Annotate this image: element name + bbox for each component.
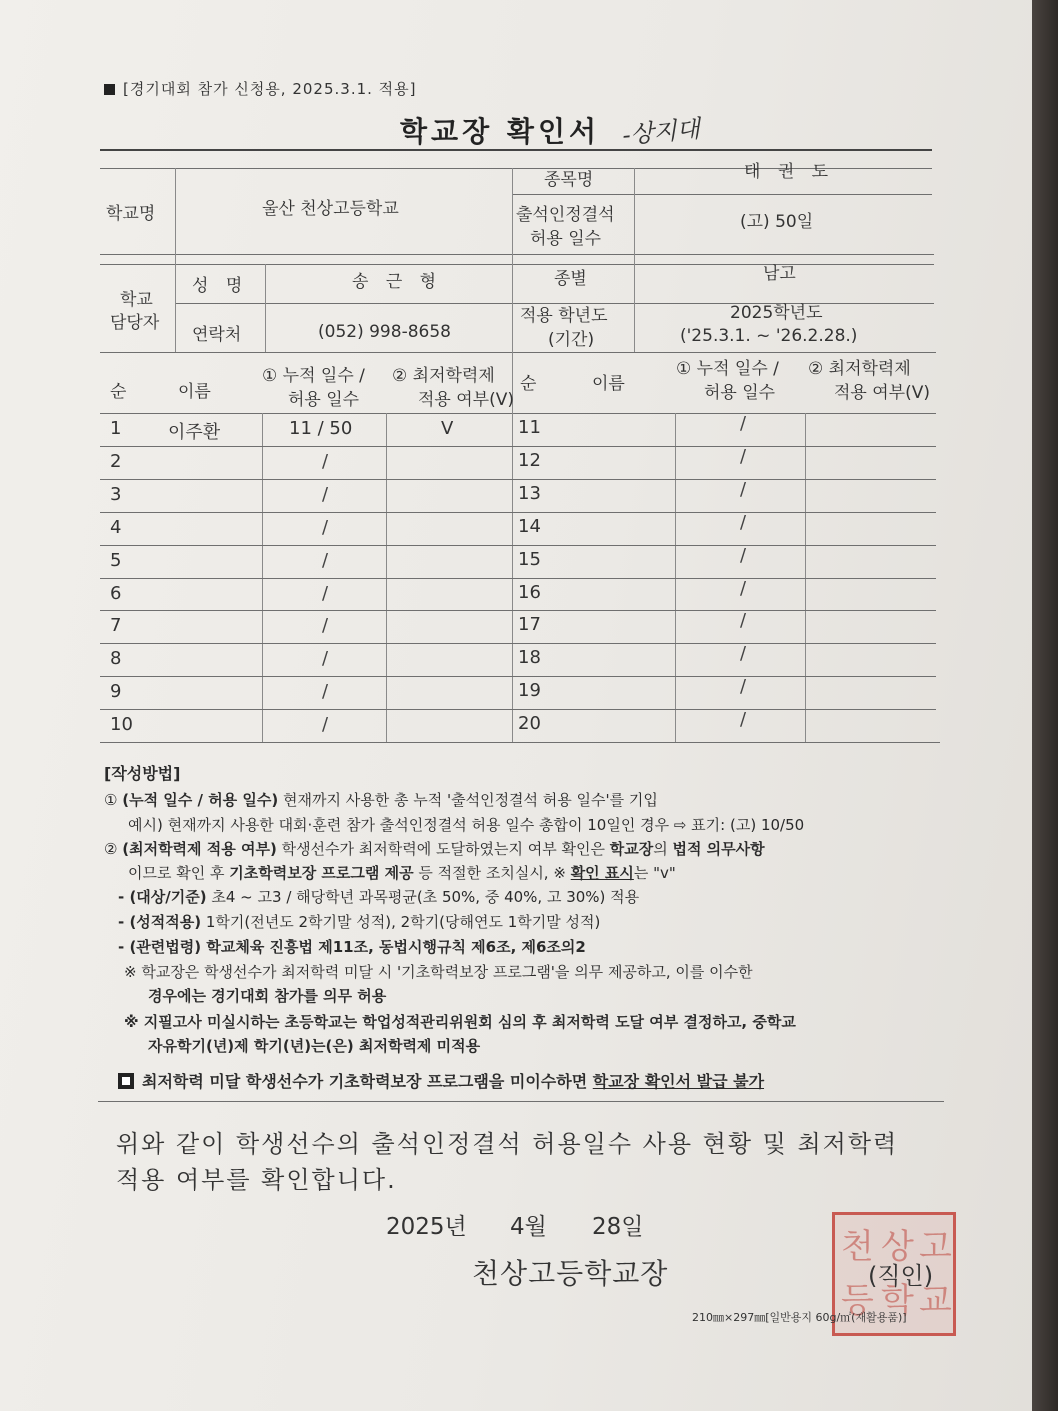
- row-number: 10: [110, 714, 133, 736]
- warning-line: 최저학력 미달 학생선수가 기초학력보장 프로그램을 미이수하면 학교장 확인서 발급 불가: [118, 1069, 764, 1092]
- seal-glyph: 교: [919, 1281, 952, 1321]
- row-number: 9: [110, 681, 122, 703]
- rule: [634, 168, 635, 352]
- table-row-rule: [100, 512, 936, 513]
- rule: [175, 168, 176, 352]
- days-slash: /: [740, 577, 747, 599]
- table-row-rule: [100, 545, 936, 546]
- row-number: 18: [518, 647, 541, 669]
- row-number: 1: [110, 418, 122, 439]
- days-slash: /: [740, 676, 747, 698]
- phone-label: 연락처: [192, 325, 242, 345]
- year-value-2: ('25.3.1. ~ '26.2.28.): [680, 326, 858, 346]
- year-value-1: 2025학년도: [730, 303, 823, 323]
- instruction-note-2b: 자유학기(년)제 학기(년)는(은) 최저학력제 미적용: [148, 1037, 481, 1055]
- date-year: 2025년: [386, 1214, 467, 1240]
- row-number: 2: [110, 450, 122, 472]
- days-slash: /: [740, 610, 747, 632]
- days-slash: /: [740, 643, 747, 665]
- days-slash: /: [740, 445, 747, 467]
- name-label: 성 명: [192, 276, 249, 296]
- form-reference: [경기대회 참가 신청용, 2025.3.1. 적용]: [104, 78, 417, 99]
- instruction-sub-law: - (관련법령) 학교체육 진흥법 제11조, 동법시행규칙 제6조, 제6조의2: [118, 938, 586, 956]
- days-slash: /: [740, 511, 747, 533]
- school-value: 울산 천상고등학교: [262, 199, 399, 219]
- table-border-top: [100, 149, 932, 151]
- row-number: 14: [518, 515, 541, 537]
- category-value: 남고: [763, 264, 796, 284]
- rule: [265, 264, 266, 352]
- header-name-right: 이름: [592, 374, 625, 394]
- days-slash: /: [322, 648, 329, 670]
- table-bottom-rule: [100, 742, 940, 743]
- days-value: 11 / 50: [289, 418, 353, 439]
- row-number: 6: [110, 582, 122, 604]
- days-slash: /: [322, 549, 329, 571]
- header-days-right-2: 허용 일수: [704, 383, 776, 403]
- name-value: 송 근 형: [352, 272, 443, 292]
- row-number: 3: [110, 483, 122, 505]
- seal-label: (직인): [868, 1262, 934, 1290]
- row-number: 20: [518, 713, 541, 735]
- days-slash: /: [322, 450, 329, 472]
- header-min-left-1: ② 최저학력제: [392, 366, 495, 386]
- seal-glyph: 학: [881, 1281, 914, 1321]
- rule: [100, 413, 936, 414]
- header-no-right: 순: [520, 374, 537, 394]
- date-day: 28일: [592, 1214, 644, 1240]
- table-row-rule: [100, 610, 936, 611]
- event-value: 태 권 도: [744, 162, 835, 182]
- year-label-1: 적용 학년도: [520, 306, 608, 326]
- header-days-left-1: ① 누적 일수 /: [262, 366, 365, 386]
- table-row-rule: [100, 643, 936, 644]
- handwritten-note: -상지대: [621, 114, 701, 150]
- row-number: 17: [518, 614, 541, 636]
- instruction-note-1b: 경우에는 경기대회 참가를 의무 허용: [148, 987, 387, 1005]
- days-slash: /: [740, 709, 747, 731]
- year-label-2: (기간): [548, 330, 595, 350]
- table-row-rule: [100, 578, 936, 579]
- signer-title: 천상고등학교장: [472, 1257, 669, 1290]
- seal-glyph: 등: [841, 1281, 874, 1321]
- days-slash: /: [740, 478, 747, 500]
- header-name-left: 이름: [178, 382, 211, 402]
- row-number: 7: [110, 615, 122, 637]
- square-bullet-icon: [104, 84, 115, 95]
- confirmation-line-2: 적용 여부를 확인합니다.: [116, 1166, 397, 1194]
- row-number: 8: [110, 648, 122, 670]
- table-row-rule: [100, 446, 936, 447]
- instruction-sub-grades: - (성적적용) 1학기(전년도 2학기말 성적), 2학기(당해연도 1학기말 성적): [118, 913, 601, 931]
- seal-glyph: 천: [841, 1227, 874, 1267]
- date-month: 4월: [510, 1214, 547, 1240]
- row-number: 5: [110, 549, 122, 571]
- row-number: 4: [110, 516, 122, 538]
- days-slash: /: [322, 615, 329, 637]
- allowed-days-label-1: 출석인정결석: [516, 205, 615, 225]
- days-slash: /: [322, 681, 329, 703]
- row-number: 12: [518, 449, 541, 471]
- contact-label-1: 학교: [120, 290, 153, 310]
- rule: [512, 194, 932, 195]
- header-min-left-2: 적용 여부(V): [418, 390, 514, 410]
- rule: [100, 352, 936, 353]
- instruction-note-1a: ※ 학교장은 학생선수가 최저학력 미달 시 '기초학력보장 프로그램'을 의무 제공하고, 이를 이수한: [124, 963, 753, 981]
- days-slash: /: [740, 544, 747, 566]
- seal-glyph: 상: [881, 1227, 914, 1267]
- header-min-right-2: 적용 여부(V): [834, 383, 930, 403]
- table-row-rule: [100, 709, 936, 710]
- confirmation-line-1: 위와 같이 학생선수의 출석인정결석 허용일수 사용 현황 및 최저학력: [116, 1130, 899, 1158]
- header-days-left-2: 허용 일수: [288, 390, 360, 410]
- instruction-example: 예시) 현재까지 사용한 대회·훈련 참가 출석인정결석 허용 일수 총합이 10일인 경우 ⇨ 표기: (고) 10/50: [128, 816, 805, 834]
- row-number: 13: [518, 482, 541, 504]
- rule: [100, 264, 934, 265]
- instruction-note-2a: ※ 지필고사 미실시하는 초등학교는 학업성적관리위원회 심의 후 최저학력 도달 여부 결정하고, 중학교: [124, 1013, 796, 1031]
- phone-value: (052) 998-8658: [318, 322, 451, 342]
- allowed-days-label-2: 허용 일수: [530, 229, 602, 249]
- table-row-rule: [100, 479, 936, 480]
- instructions-heading: [작성방법]: [104, 764, 181, 783]
- days-slash: /: [322, 483, 329, 505]
- paper-spec: 210㎜×297㎜[일반용지 60g/㎡(재활용품)]: [692, 1311, 907, 1324]
- days-slash: /: [322, 714, 329, 736]
- row-number: 19: [518, 680, 541, 702]
- instruction-item-2: ② (최저학력제 적용 여부) 학생선수가 최저학력에 도달하였는지 여부 확인은 학교장의 법적 의무사항: [104, 840, 765, 858]
- category-label: 종별: [554, 269, 587, 289]
- instruction-item-2-cont: 이므로 확인 후 기초학력보장 프로그램 제공 등 적절한 조치실시, ※ 확인 표시는 "v": [128, 864, 676, 882]
- days-slash: /: [322, 516, 329, 538]
- days-slash: /: [322, 582, 329, 604]
- days-slash: /: [740, 413, 747, 434]
- checkbox-square-icon: [118, 1073, 134, 1089]
- athlete-name: 이주환: [168, 422, 221, 443]
- min-check-mark: V: [441, 418, 454, 439]
- rule: [98, 1101, 944, 1102]
- rule: [512, 168, 513, 352]
- row-number: 15: [518, 548, 541, 570]
- header-days-right-1: ① 누적 일수 /: [676, 359, 779, 379]
- background-edge: [1032, 0, 1058, 1411]
- table-row-rule: [100, 676, 936, 677]
- allowed-days-value: (고) 50일: [740, 212, 814, 232]
- seal-glyph: 고: [919, 1227, 952, 1267]
- instruction-sub-target: - (대상/기준) 초4 ~ 고3 / 해당학년 과목평균(초 50%, 중 40%, 고 30%) 적용: [118, 888, 640, 906]
- row-number: 16: [518, 581, 541, 603]
- school-label: 학교명: [106, 204, 156, 224]
- row-number: 11: [518, 417, 541, 438]
- instruction-item-1: ① (누적 일수 / 허용 일수) 현재까지 사용한 총 누적 '출석인정결석 허용 일수'를 기입: [104, 791, 658, 809]
- event-label: 종목명: [544, 170, 594, 190]
- contact-label-2: 담당자: [110, 313, 160, 333]
- rule: [100, 254, 934, 255]
- document-title: 학교장 확인서: [400, 115, 601, 148]
- header-no-left: 순: [110, 382, 127, 402]
- header-min-right-1: ② 최저학력제: [808, 359, 911, 379]
